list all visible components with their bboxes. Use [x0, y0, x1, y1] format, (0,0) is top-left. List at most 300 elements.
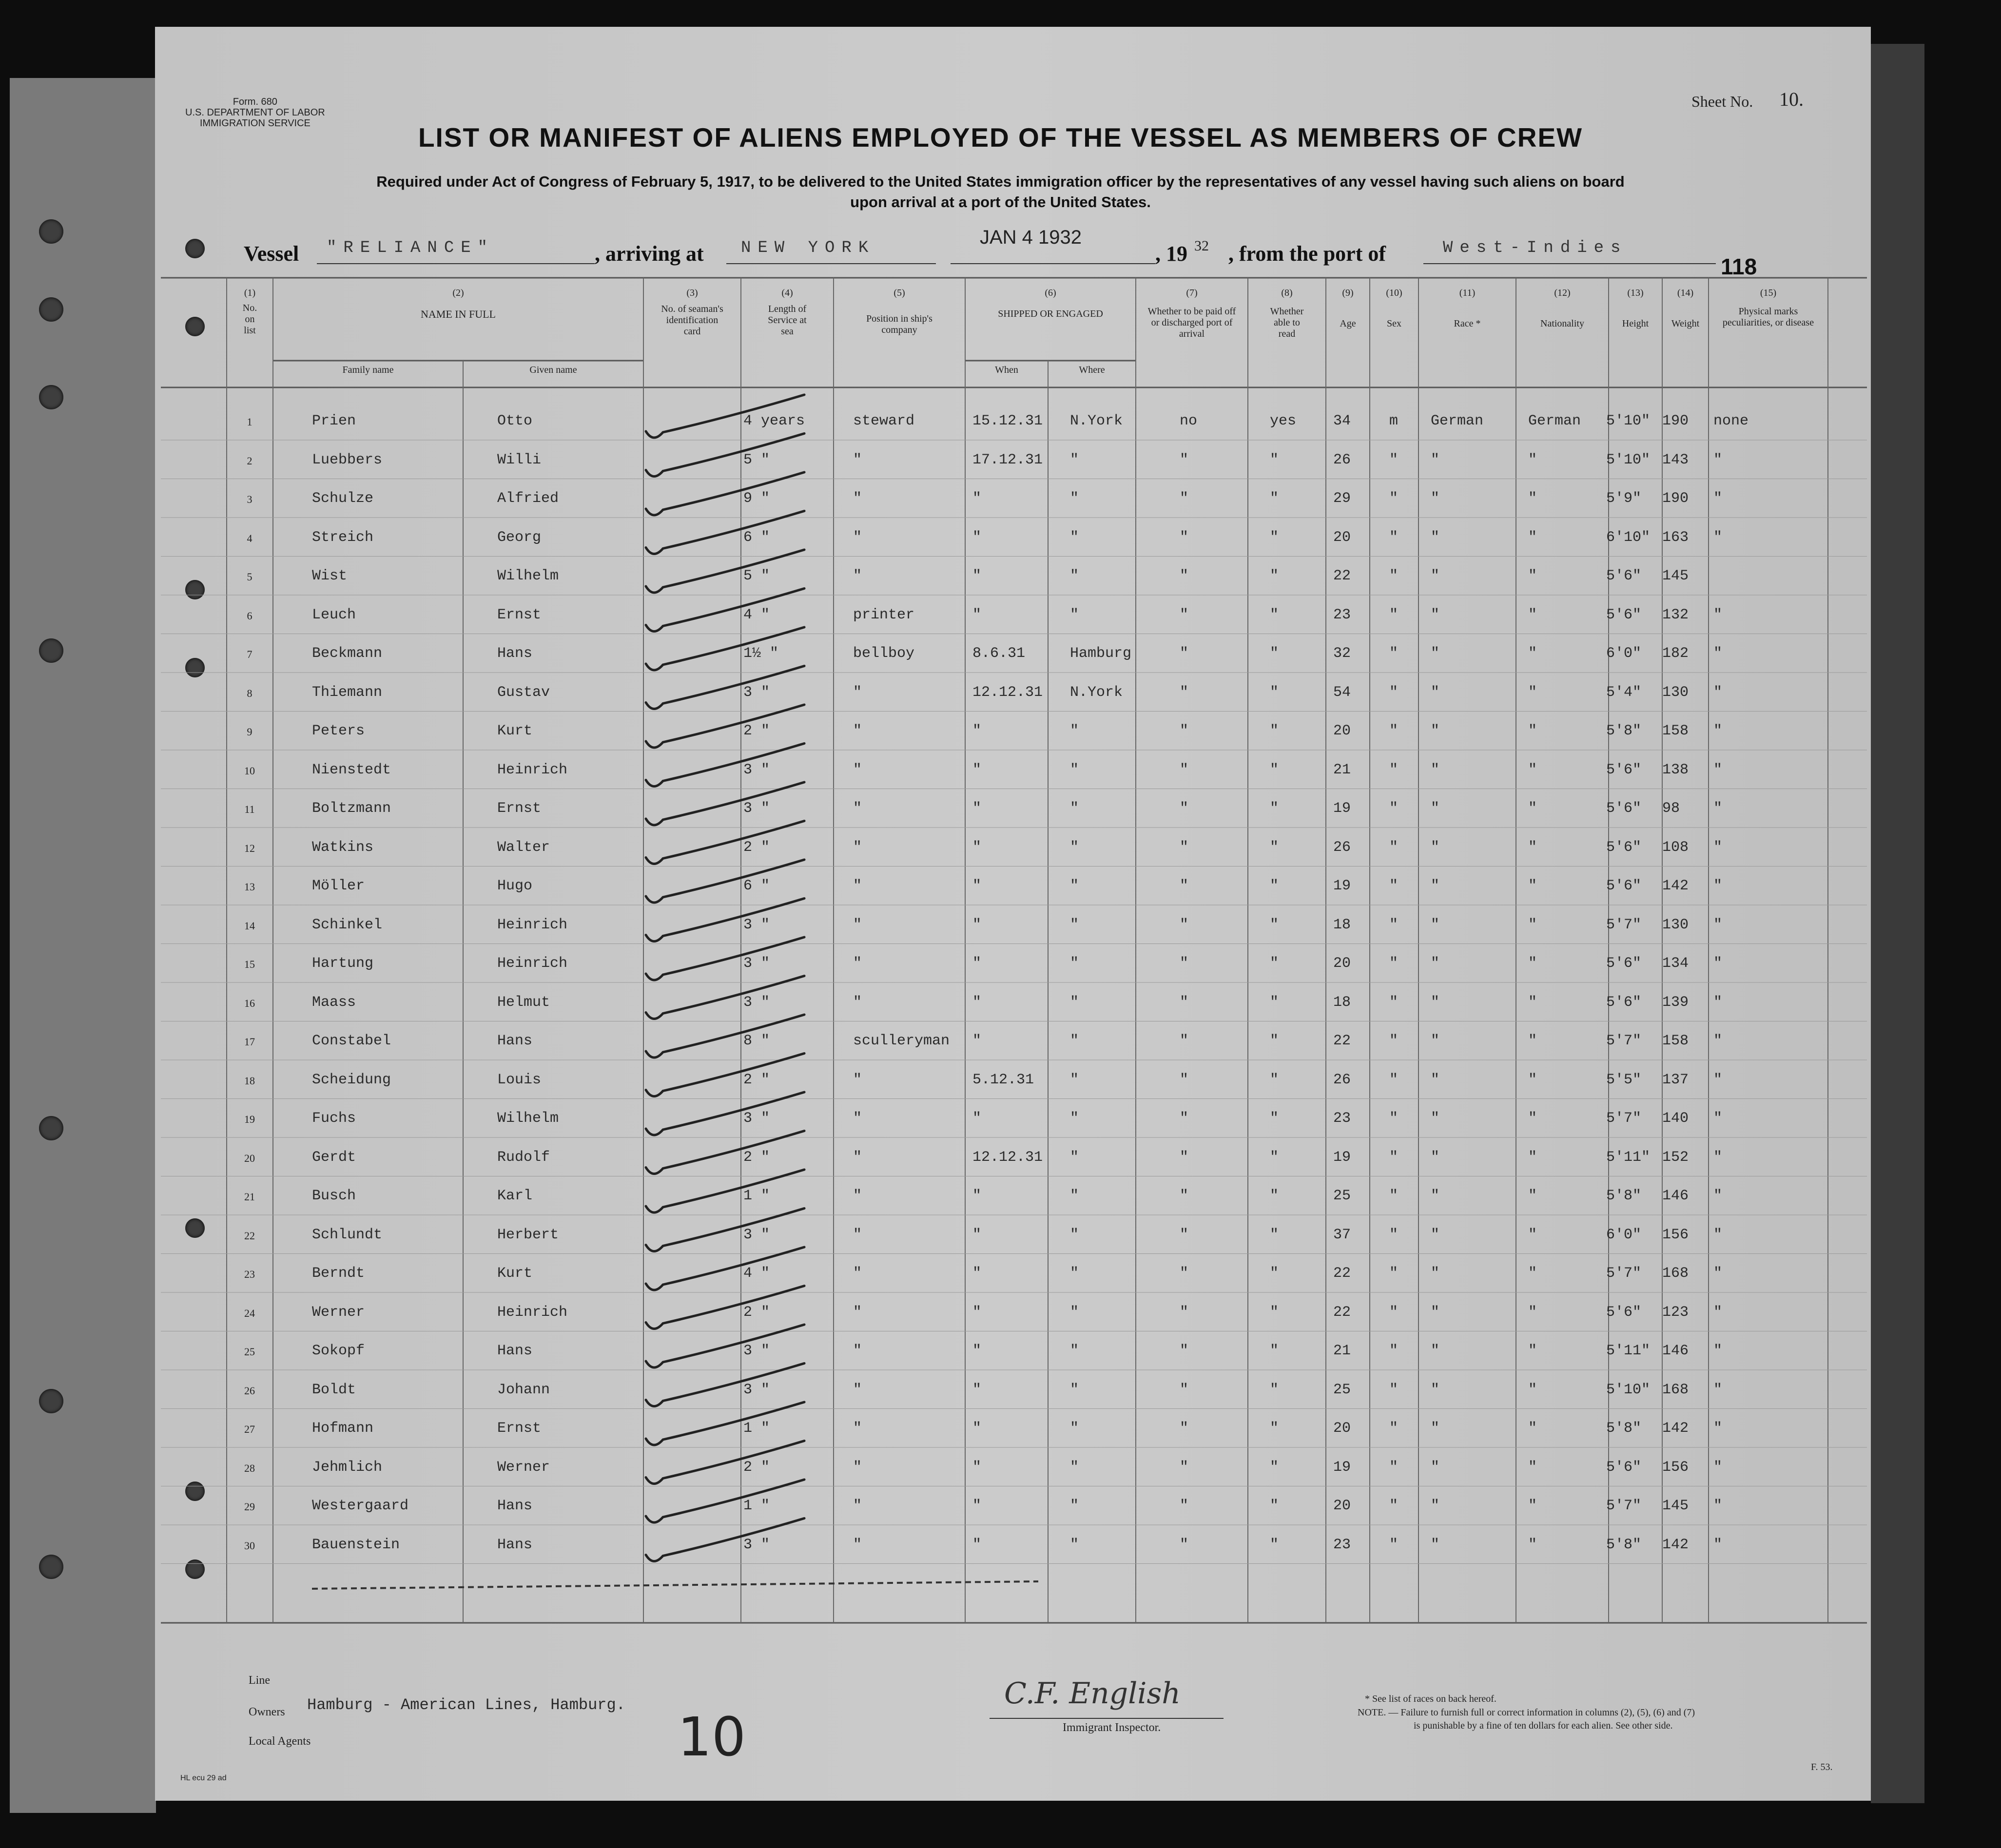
- cell-race: ": [1431, 568, 1440, 584]
- row-number: 11: [244, 803, 255, 815]
- cell-where: ": [1070, 529, 1079, 546]
- col-header-family-name: Family name: [342, 365, 394, 375]
- cell-age: 22: [1333, 1033, 1351, 1049]
- cell-height: 5'6": [1606, 800, 1642, 817]
- col-header-sex: (10) Sex: [1386, 288, 1402, 329]
- cell-position: ": [853, 916, 862, 933]
- cell-weight: 98: [1662, 800, 1680, 817]
- cell-family: Luebbers: [312, 451, 383, 468]
- cell-where: ": [1070, 1033, 1079, 1049]
- cell-where: ": [1070, 1381, 1079, 1398]
- row-number: 22: [244, 1229, 255, 1242]
- cell-service: 2 ": [743, 839, 770, 856]
- cell-age: 23: [1333, 1110, 1351, 1127]
- cell-service: 1 ": [743, 1498, 770, 1514]
- cell-height: 5'6": [1606, 761, 1642, 778]
- cell-nat: ": [1528, 1498, 1537, 1514]
- cell-service: 3 ": [743, 800, 770, 817]
- cell-family: Thiemann: [312, 684, 383, 701]
- cell-when: ": [972, 1420, 982, 1437]
- cell-race: ": [1431, 800, 1440, 817]
- cell-where: ": [1070, 955, 1079, 972]
- cell-paid: ": [1180, 606, 1189, 623]
- cell-age: 22: [1333, 1265, 1351, 1282]
- cell-height: 5'6": [1606, 568, 1642, 584]
- cell-family: Möller: [312, 878, 365, 894]
- cell-where: ": [1070, 1498, 1079, 1514]
- cell-read: ": [1270, 1226, 1279, 1243]
- cell-position: ": [853, 1381, 862, 1398]
- cell-nat: ": [1528, 529, 1537, 546]
- cell-sex: ": [1389, 1381, 1399, 1398]
- cell-height: 5'7": [1606, 1033, 1642, 1049]
- cell-marks: ": [1713, 451, 1723, 468]
- row-number: 23: [244, 1268, 255, 1280]
- cell-paid: ": [1180, 1536, 1189, 1553]
- cell-age: 22: [1333, 568, 1351, 584]
- row-number: 24: [244, 1307, 255, 1319]
- cell-sex: ": [1389, 1265, 1399, 1282]
- cell-position: ": [853, 1459, 862, 1476]
- cell-nat: ": [1528, 1071, 1537, 1088]
- cell-race: ": [1431, 1149, 1440, 1166]
- cell-nat: ": [1528, 1420, 1537, 1437]
- archive-code: HL ecu 29 ad: [180, 1774, 227, 1782]
- cell-where: ": [1070, 1265, 1079, 1282]
- cell-service: 2 ": [743, 1149, 770, 1166]
- cell-age: 19: [1333, 1459, 1351, 1476]
- cell-sex: ": [1389, 1536, 1399, 1553]
- cell-when: ": [972, 1536, 982, 1553]
- inspector-label: Immigrant Inspector.: [1063, 1721, 1161, 1734]
- races-note: * See list of races on back hereof.: [1365, 1694, 1496, 1704]
- cell-position: ": [853, 1498, 862, 1514]
- cell-nat: ": [1528, 1343, 1537, 1359]
- cell-read: ": [1270, 1071, 1279, 1088]
- cell-position: ": [853, 1149, 862, 1166]
- cell-paid: ": [1180, 1498, 1189, 1514]
- cell-weight: 139: [1662, 994, 1689, 1011]
- year-value: 32: [1194, 238, 1209, 254]
- cell-service: 4 years: [743, 413, 805, 429]
- cell-sex: ": [1389, 994, 1399, 1011]
- cell-read: ": [1270, 1033, 1279, 1049]
- cell-weight: 142: [1662, 878, 1689, 894]
- cell-age: 34: [1333, 413, 1351, 429]
- cell-given: Hans: [497, 1033, 533, 1049]
- row-number: 3: [247, 493, 253, 505]
- cell-sex: ": [1389, 916, 1399, 933]
- cell-marks: ": [1713, 684, 1723, 701]
- cell-sex: ": [1389, 955, 1399, 972]
- footer-owners-label: Owners: [249, 1706, 285, 1718]
- cell-weight: 152: [1662, 1149, 1689, 1166]
- cell-sex: ": [1389, 723, 1399, 739]
- cell-read: ": [1270, 645, 1279, 662]
- cell-weight: 140: [1662, 1110, 1689, 1127]
- cell-sex: ": [1389, 606, 1399, 623]
- vessel-name: "RELIANCE": [327, 239, 495, 257]
- cell-race: ": [1431, 1226, 1440, 1243]
- cell-service: 6 ": [743, 529, 770, 546]
- cell-paid: ": [1180, 878, 1189, 894]
- cell-read: ": [1270, 1188, 1279, 1204]
- cell-age: 37: [1333, 1226, 1351, 1243]
- cell-family: Sokopf: [312, 1343, 365, 1359]
- cell-weight: 158: [1662, 1033, 1689, 1049]
- cell-service: 5 ": [743, 568, 770, 584]
- cell-height: 5'8": [1606, 1188, 1642, 1204]
- cell-paid: ": [1180, 1226, 1189, 1243]
- cell-height: 5'6": [1606, 878, 1642, 894]
- cell-position: bellboy: [853, 645, 915, 662]
- cell-weight: 142: [1662, 1420, 1689, 1437]
- cell-paid: ": [1180, 761, 1189, 778]
- cell-height: 5'11": [1606, 1343, 1651, 1359]
- cell-race: ": [1431, 1498, 1440, 1514]
- cell-height: 5'8": [1606, 1420, 1642, 1437]
- cell-read: ": [1270, 529, 1279, 546]
- cell-height: 5'6": [1606, 606, 1642, 623]
- cell-given: Alfried: [497, 490, 559, 507]
- cell-race: ": [1431, 529, 1440, 546]
- row-number: 16: [244, 997, 255, 1009]
- cell-paid: ": [1180, 1188, 1189, 1204]
- cell-where: Hamburg: [1070, 645, 1132, 662]
- cell-read: ": [1270, 1265, 1279, 1282]
- cell-position: ": [853, 1420, 862, 1437]
- cell-given: Wilhelm: [497, 1110, 559, 1127]
- cell-position: ": [853, 839, 862, 856]
- row-number: 2: [247, 454, 253, 467]
- cell-when: ": [972, 1381, 982, 1398]
- cell-paid: ": [1180, 1420, 1189, 1437]
- cell-service: 1½ ": [743, 645, 779, 662]
- cell-read: ": [1270, 916, 1279, 933]
- cell-given: Karl: [497, 1188, 533, 1204]
- cell-age: 20: [1333, 1420, 1351, 1437]
- cell-paid: ": [1180, 1381, 1189, 1398]
- cell-given: Hans: [497, 1536, 533, 1553]
- cell-family: Beckmann: [312, 645, 383, 662]
- cell-position: ": [853, 723, 862, 739]
- cell-marks: ": [1713, 1033, 1723, 1049]
- cell-sex: m: [1389, 413, 1399, 429]
- cell-race: ": [1431, 1188, 1440, 1204]
- cell-service: 9 ": [743, 490, 770, 507]
- cell-marks: ": [1713, 878, 1723, 894]
- cell-height: 5'8": [1606, 723, 1642, 739]
- cell-family: Constabel: [312, 1033, 391, 1049]
- form-code: F. 53.: [1811, 1762, 1833, 1772]
- cell-race: ": [1431, 878, 1440, 894]
- cell-marks: ": [1713, 1149, 1723, 1166]
- cell-where: ": [1070, 878, 1079, 894]
- cell-weight: 156: [1662, 1459, 1689, 1476]
- cell-height: 5'6": [1606, 1459, 1642, 1476]
- cell-position: printer: [853, 606, 915, 623]
- cell-sex: ": [1389, 1343, 1399, 1359]
- cell-marks: ": [1713, 645, 1723, 662]
- cell-service: 3 ": [743, 1110, 770, 1127]
- cell-nat: ": [1528, 955, 1537, 972]
- cell-read: ": [1270, 955, 1279, 972]
- cell-nat: ": [1528, 490, 1537, 507]
- row-number: 15: [244, 958, 255, 970]
- cell-given: Heinrich: [497, 1304, 568, 1321]
- cell-paid: ": [1180, 1343, 1189, 1359]
- cell-nat: ": [1528, 800, 1537, 817]
- cell-read: ": [1270, 1343, 1279, 1359]
- col-header-physical-marks: (15) Physical marks peculiarities, or disease: [1722, 288, 1814, 328]
- cell-paid: ": [1180, 994, 1189, 1011]
- row-number: 19: [244, 1113, 255, 1125]
- cell-height: 5'7": [1606, 1110, 1642, 1127]
- row-number: 28: [244, 1462, 255, 1474]
- cell-height: 5'10": [1606, 413, 1651, 429]
- col-header-height: (13) Height: [1622, 288, 1649, 329]
- row-number: 1: [247, 416, 253, 428]
- row-number: 12: [244, 842, 255, 854]
- cell-race: ": [1431, 645, 1440, 662]
- cell-when: 5.12.31: [972, 1071, 1034, 1088]
- cell-race: ": [1431, 994, 1440, 1011]
- cell-paid: ": [1180, 1265, 1189, 1282]
- cell-service: 2 ": [743, 723, 770, 739]
- cell-age: 29: [1333, 490, 1351, 507]
- cell-position: ": [853, 1110, 862, 1127]
- cell-service: 3 ": [743, 955, 770, 972]
- cell-service: 6 ": [743, 878, 770, 894]
- cell-given: Johann: [497, 1381, 550, 1398]
- cell-position: sculleryman: [853, 1033, 950, 1049]
- cell-marks: ": [1713, 1226, 1723, 1243]
- cell-family: Boldt: [312, 1381, 356, 1398]
- cell-race: ": [1431, 1381, 1440, 1398]
- cell-family: Westergaard: [312, 1498, 409, 1514]
- row-number: 5: [247, 571, 253, 583]
- cell-weight: 146: [1662, 1343, 1689, 1359]
- cell-height: 5'4": [1606, 684, 1642, 701]
- cell-weight: 132: [1662, 606, 1689, 623]
- cell-family: Peters: [312, 723, 365, 739]
- cell-given: Heinrich: [497, 761, 568, 778]
- cell-service: 4 ": [743, 1265, 770, 1282]
- cell-family: Bauenstein: [312, 1536, 400, 1553]
- cell-when: ": [972, 878, 982, 894]
- cell-when: ": [972, 1343, 982, 1359]
- cell-nat: ": [1528, 878, 1537, 894]
- cell-paid: ": [1180, 529, 1189, 546]
- col-header-position: (5) Position in ship's company: [866, 288, 933, 335]
- cell-marks: ": [1713, 1071, 1723, 1088]
- cell-family: Jehmlich: [312, 1459, 383, 1476]
- cell-position: ": [853, 568, 862, 584]
- cell-marks: ": [1713, 1459, 1723, 1476]
- cell-when: ": [972, 1110, 982, 1127]
- cell-nat: ": [1528, 1033, 1537, 1049]
- cell-sex: ": [1389, 1149, 1399, 1166]
- col-header-when: When: [995, 365, 1018, 375]
- cell-given: Wilhelm: [497, 568, 559, 584]
- cell-position: ": [853, 1226, 862, 1243]
- cell-nat: ": [1528, 606, 1537, 623]
- cell-race: ": [1431, 723, 1440, 739]
- cell-sex: ": [1389, 839, 1399, 856]
- manifest-page-count: 118: [1721, 254, 1757, 279]
- cell-nat: ": [1528, 994, 1537, 1011]
- cell-age: 20: [1333, 955, 1351, 972]
- cell-height: 5'10": [1606, 451, 1651, 468]
- cell-service: 1 ": [743, 1420, 770, 1437]
- cell-marks: ": [1713, 490, 1723, 507]
- cell-when: ": [972, 1265, 982, 1282]
- cell-weight: 146: [1662, 1188, 1689, 1204]
- cell-service: 2 ": [743, 1071, 770, 1088]
- subtitle-line-1: Required under Act of Congress of February 5, 1917, to be delivered to the United States immigration officer by the representatives of any vessel having such aliens on board: [376, 173, 1625, 190]
- cell-service: 3 ": [743, 1343, 770, 1359]
- col-header-race: (11) Race *: [1454, 288, 1481, 329]
- cell-position: ": [853, 451, 862, 468]
- col-header-name: (2) NAME IN FULL: [421, 288, 496, 320]
- cell-where: ": [1070, 1304, 1079, 1321]
- cell-sex: ": [1389, 1033, 1399, 1049]
- cell-sex: ": [1389, 451, 1399, 468]
- cell-nat: ": [1528, 916, 1537, 933]
- cell-position: ": [853, 1304, 862, 1321]
- cell-marks: ": [1713, 994, 1723, 1011]
- cell-given: Ernst: [497, 1420, 542, 1437]
- cell-when: ": [972, 955, 982, 972]
- cell-marks: ": [1713, 800, 1723, 817]
- cell-weight: 123: [1662, 1304, 1689, 1321]
- col-header-given-name: Given name: [529, 365, 577, 375]
- cell-given: Kurt: [497, 723, 533, 739]
- cell-when: ": [972, 1033, 982, 1049]
- cell-where: ": [1070, 1188, 1079, 1204]
- cell-nat: ": [1528, 684, 1537, 701]
- cell-race: ": [1431, 606, 1440, 623]
- col-header-paid-off: (7) Whether to be paid off or discharged port of arrival: [1147, 288, 1236, 339]
- col-header-read: (8) Whether able to read: [1270, 288, 1304, 339]
- cell-read: ": [1270, 878, 1279, 894]
- cell-paid: ": [1180, 800, 1189, 817]
- cell-when: ": [972, 994, 982, 1011]
- cell-age: 54: [1333, 684, 1351, 701]
- cell-weight: 156: [1662, 1226, 1689, 1243]
- cell-marks: none: [1713, 413, 1749, 429]
- cell-service: 3 ": [743, 761, 770, 778]
- cell-sex: ": [1389, 645, 1399, 662]
- row-number: 10: [244, 764, 255, 777]
- cell-given: Ernst: [497, 800, 542, 817]
- cell-nat: ": [1528, 1226, 1537, 1243]
- cell-age: 32: [1333, 645, 1351, 662]
- cell-position: ": [853, 800, 862, 817]
- cell-paid: ": [1180, 1071, 1189, 1088]
- cell-read: ": [1270, 839, 1279, 856]
- cell-service: 3 ": [743, 1536, 770, 1553]
- cell-race: ": [1431, 1536, 1440, 1553]
- cell-sex: ": [1389, 878, 1399, 894]
- cell-family: Streich: [312, 529, 374, 546]
- cell-race: ": [1431, 1343, 1440, 1359]
- cell-service: 5 ": [743, 451, 770, 468]
- cell-marks: ": [1713, 606, 1723, 623]
- cell-read: ": [1270, 1381, 1279, 1398]
- cell-read: ": [1270, 723, 1279, 739]
- cell-given: Willi: [497, 451, 542, 468]
- cell-marks: ": [1713, 1265, 1723, 1282]
- cell-where: ": [1070, 1536, 1079, 1553]
- cell-paid: no: [1180, 413, 1198, 429]
- cell-read: ": [1270, 800, 1279, 817]
- cell-where: ": [1070, 606, 1079, 623]
- cell-family: Fuchs: [312, 1110, 356, 1127]
- cell-given: Kurt: [497, 1265, 533, 1282]
- cell-family: Wist: [312, 568, 348, 584]
- cell-height: 5'10": [1606, 1381, 1651, 1398]
- cell-weight: 168: [1662, 1381, 1689, 1398]
- cell-paid: ": [1180, 723, 1189, 739]
- cell-race: German: [1431, 413, 1484, 429]
- cell-height: 6'10": [1606, 529, 1651, 546]
- cell-nat: ": [1528, 1188, 1537, 1204]
- cell-given: Louis: [497, 1071, 542, 1088]
- cell-read: yes: [1270, 413, 1297, 429]
- cell-sex: ": [1389, 1071, 1399, 1088]
- cell-race: ": [1431, 1265, 1440, 1282]
- cell-weight: 190: [1662, 413, 1689, 429]
- cell-where: ": [1070, 1149, 1079, 1166]
- cell-marks: ": [1713, 839, 1723, 856]
- cell-read: ": [1270, 490, 1279, 507]
- cell-paid: ": [1180, 1033, 1189, 1049]
- cell-marks: ": [1713, 1110, 1723, 1127]
- cell-age: 21: [1333, 761, 1351, 778]
- cell-marks: ": [1713, 529, 1723, 546]
- cell-weight: 168: [1662, 1265, 1689, 1282]
- cell-service: 3 ": [743, 684, 770, 701]
- row-number: 17: [244, 1036, 255, 1048]
- cell-read: ": [1270, 1536, 1279, 1553]
- cell-age: 20: [1333, 529, 1351, 546]
- row-number: 13: [244, 881, 255, 893]
- cell-paid: ": [1180, 490, 1189, 507]
- cell-where: ": [1070, 761, 1079, 778]
- cell-given: Gustav: [497, 684, 550, 701]
- cell-age: 18: [1333, 916, 1351, 933]
- cell-where: ": [1070, 451, 1079, 468]
- cell-age: 19: [1333, 800, 1351, 817]
- cell-when: ": [972, 1304, 982, 1321]
- cell-marks: ": [1713, 1536, 1723, 1553]
- cell-weight: 158: [1662, 723, 1689, 739]
- cell-sex: ": [1389, 684, 1399, 701]
- cell-position: ": [853, 1071, 862, 1088]
- cell-race: ": [1431, 916, 1440, 933]
- cell-weight: 138: [1662, 761, 1689, 778]
- inspector-signature: C.F. English: [1004, 1676, 1181, 1711]
- cell-position: ": [853, 955, 862, 972]
- row-number: 30: [244, 1539, 255, 1552]
- cell-weight: 182: [1662, 645, 1689, 662]
- col-header-nationality: (12) Nationality: [1540, 288, 1584, 329]
- cell-service: 3 ": [743, 916, 770, 933]
- row-number: 14: [244, 919, 255, 932]
- cell-when: ": [972, 568, 982, 584]
- cell-where: ": [1070, 568, 1079, 584]
